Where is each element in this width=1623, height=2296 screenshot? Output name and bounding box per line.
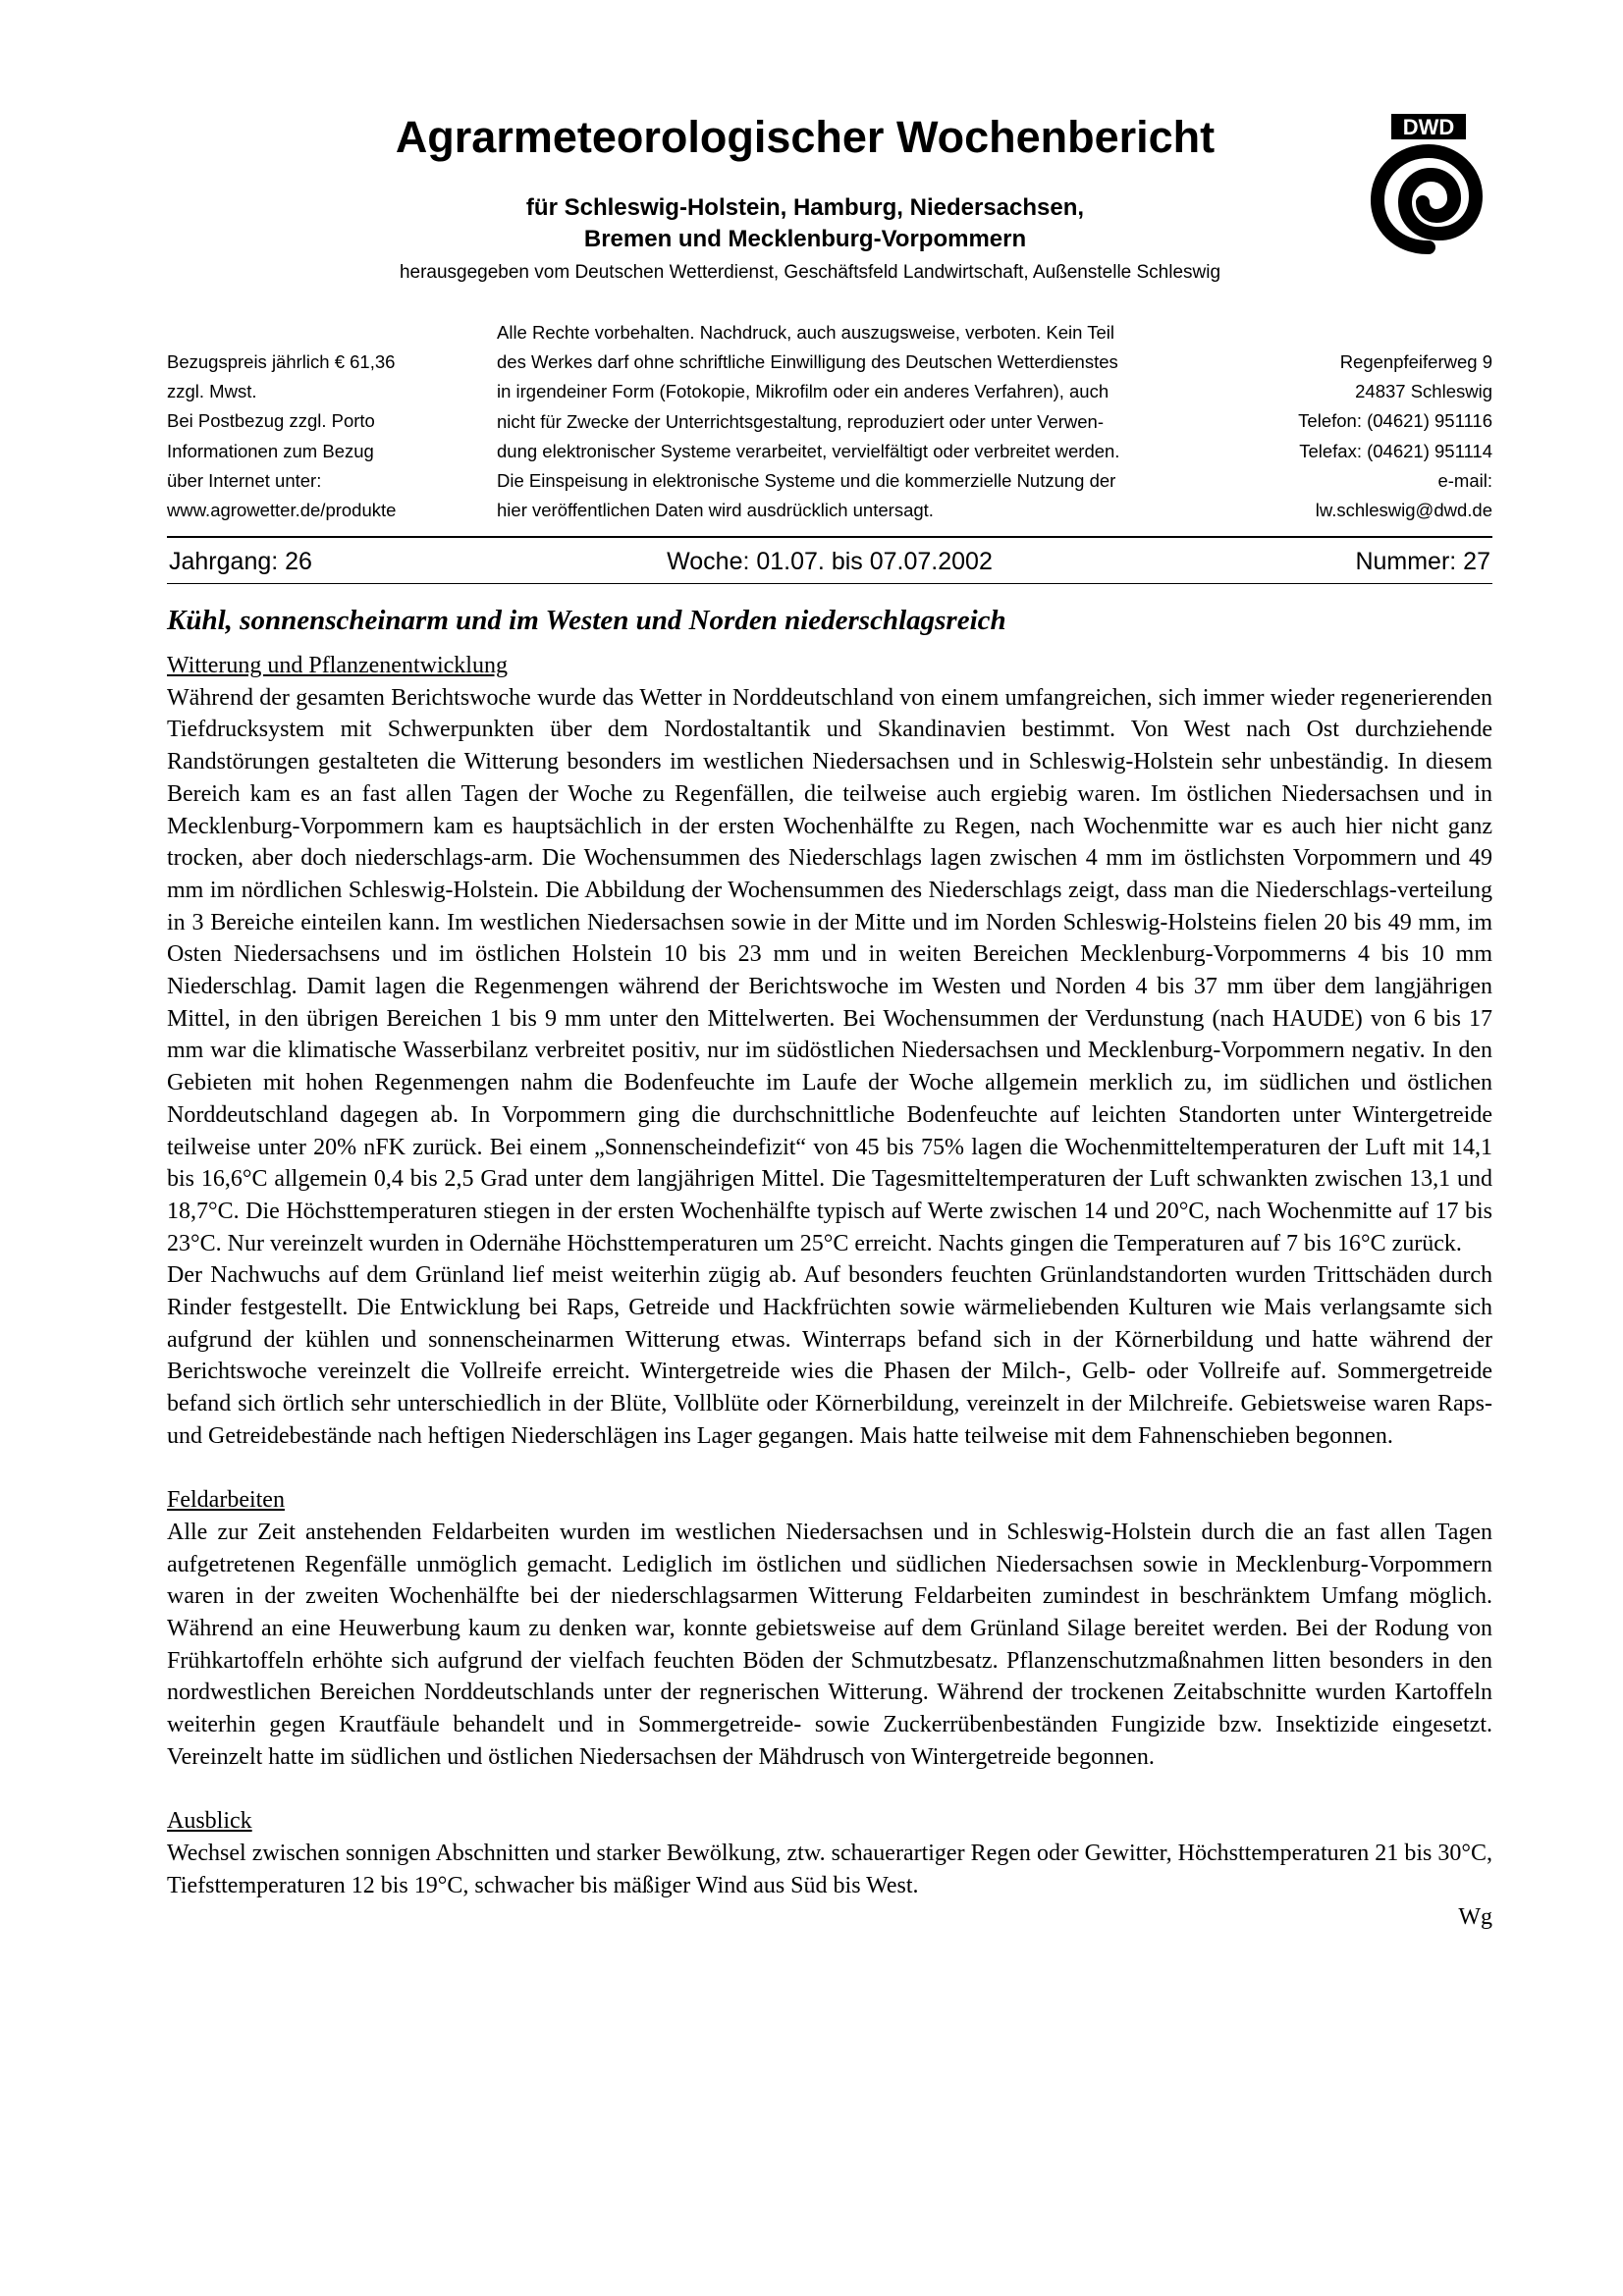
info-left-line: zzgl. Mwst. [167, 381, 257, 402]
divider-top [167, 536, 1492, 538]
report-body [167, 601, 1492, 1934]
info-right-line: lw.schleswig@dwd.de [1315, 500, 1492, 521]
info-left-line: Bei Postbezug zzgl. Porto [167, 410, 375, 432]
section-title-fieldwork: Feldarbeiten [167, 1487, 285, 1514]
issue-number: Nummer: 27 [1355, 548, 1490, 575]
section-title-outlook: Ausblick [167, 1808, 252, 1835]
info-right-line: Regenpfeiferweg 9 [1339, 351, 1492, 372]
info-left-line: über Internet unter: [167, 469, 322, 491]
issue-info-row [167, 542, 1492, 581]
info-right-line: e-mail: [1437, 469, 1492, 491]
info-right-line: Telefax: (04621) 951114 [1299, 440, 1492, 461]
spacer [167, 1453, 1492, 1485]
info-mid-line: des Werkes darf ohne schriftliche Einwilligung des Deutschen Wetterdienstes [497, 351, 1118, 373]
subtitle-line-1: für Schleswig-Holstein, Hamburg, Niedersachsen, [525, 194, 1085, 221]
report-headline: Kühl, sonnenscheinarm und im Westen und Norden niederschlagsreich [167, 605, 1006, 636]
report-subtitle [432, 192, 1178, 255]
fieldwork-paragraph: Alle zur Zeit anstehenden Feldarbeiten wurden im westlichen Niedersachsen und in Schleswig-Holstein durch die an fast allen Tagen aufgetretenen Regenfälle unmöglich gemacht. Lediglich im östlichen und südlichen Niedersachsen sowie in Mecklenburg-Vorpommern waren in der zweiten Wochenhälfte bei der niederschlagsarmen Witterung Feldarbeiten zumindest in beschränktem Umfang möglich. Während an eine Heuwerbung kaum zu denken war, konnte gebietsweise auf dem Grünland Silage bereitet werden. Bei der Rodung von Frühkartoffeln erhöhte sich aufgrund der vielfach feuchten Böden der Schmutzbesatz. Pflanzenschutzmaßnahmen litten besonders in den nordwestlichen Bereichen Norddeutschlands unter der regnerischen Witterung. Während der trockenen Zeitabschnitte wurden Kartoffeln weiterhin gegen Krautfäule behandelt und in Sommergetreide- sowie Zuckerrübenbeständen Fungizide bzw. Insektizide eingesetzt. Vereinzelt hatte im südlichen und östlichen Niedersachsen der Mähdrusch von Wintergetreide begonnen. [167, 1519, 1492, 1770]
subtitle-line-2: Bremen und Mecklenburg-Vorpommern [583, 226, 1027, 252]
plant-development-paragraph: Der Nachwuchs auf dem Grünland lief meist weiterhin zügig ab. Auf besonders feuchten Grünlandstandorten wurden Trittschäden durch Rinder festgestellt. Die Entwicklung bei Raps, Getreide und Hackfrüchten sowie wärmeliebenden Kulturen wie Mais verlangsamte sich aufgrund der kühlen und sonnenscheinarmen Witterung etwas. Winterraps befand sich in der Körnerbildung und hatte während der Berichtswoche vereinzelt die Vollreife erreicht. Wintergetreide wies die Phasen der Milch-, Gelb- oder Vollreife auf. Sommergetreide befand sich örtlich sehr unterschiedlich in der Blüte, Vollblüte oder Körnerbildung, vereinzelt in der Milchreife. Gebietsweise waren Raps- und Getreidebestände nach heftigen Niederschlägen ins Lager gegangen. Mais hatte teilweise mit dem Fahnenschieben begonnen. [167, 1262, 1492, 1449]
issue-week: Woche: 01.07. bis 07.07.2002 [667, 548, 993, 575]
weather-paragraph: Während der gesamten Berichtswoche wurde das Wetter in Norddeutschland von einem umfangreichen, sich immer wieder regenerierenden Tiefdrucksystem mit Schwerpunkten über dem Nordostaltantik und Skandinavien bestimmt. Von West nach Ost durchziehende Randstörungen gestalteten die Witterung besonders im westlichen Niedersachsen und in Schleswig-Holstein sehr unbeständig. In diesem Bereich kam es an fast allen Tagen der Woche zu Regenfällen, die teilweise auch ergiebig waren. Im östlichen Niedersachsen und in Mecklenburg-Vorpommern kam es hauptsächlich in der ersten Wochenhälfte zu Regen, nach Wochenmitte war es auch hier nicht ganz trocken, aber doch niederschlags-arm. Die Wochensummen des Niederschlags lagen zwischen 4 mm im östlichsten Vorpommern und 49 mm im nördlichen Schleswig-Holstein. Die Abbildung der Wochensummen des Niederschlags zeigt, dass man die Niederschlags-verteilung in 3 Bereiche einteilen kann. Im westlichen Niedersachsen sowie in der Mitte und im Norden Schleswig-Holsteins fielen 20 bis 49 mm, im Osten Niedersachsens und im östlichen Holstein 10 bis 23 mm und in weiten Bereichen Mecklenburg-Vorpommerns 4 bis 10 mm Niederschlag. Damit lagen die Regenmengen während der Berichtswoche im Westen und Norden 4 bis 37 mm über dem langjährigen Mittel, in den übrigen Bereichen 1 bis 9 mm unter den Mittelwerten. Bei Wochensummen der Verdunstung (nach HAUDE) von 6 bis 17 mm war die klimatische Wasserbilanz verbreitet positiv, nur im südöstlichen Niedersachsen und Mecklenburg-Vorpommern negativ. In den Gebieten mit hohen Regenmengen nahm die Bodenfeuchte im Laufe der Woche allgemein merklich zu, im südlichen und östlichen Norddeutschland dagegen ab. In Vorpommern ging die durchschnittliche Bodenfeuchte auf leichten Standorten unter Wintergetreide teilweise unter 20% nFK zurück. Bei einem „Sonnenscheindefizit“ von 45 bis 75% lagen die Wochenmitteltemperaturen der Luft mit 14,1 bis 16,6°C allgemein 0,4 bis 2,5 Grad unter dem langjährigen Mittel. Die Tagesmitteltemperaturen der Luft schwankten zwischen 13,1 und 18,7°C. Die Höchsttemperaturen stiegen in der ersten Wochenhälfte typisch auf Werte zwischen 14 und 20°C, nach Wochenmitte auf 17 bis 23°C. Nur vereinzelt wurden in Odernähe Höchsttemperaturen um 25°C erreicht. Nachts gingen die Temperaturen auf 7 bis 16°C zurück. [167, 684, 1492, 1256]
info-mid-line: in irgendeiner Form (Fotokopie, Mikrofilm oder ein anderes Verfahren), auch [497, 381, 1109, 402]
dwd-logo-icon [1370, 110, 1488, 257]
info-mid-line: dung elektronischer Systeme verarbeitet, vervielfältigt oder verbreitet werden. [497, 440, 1120, 461]
publisher-line: herausgegeben vom Deutschen Wetterdienst, Geschäftsfeld Landwirtschaft, Außenstelle Schleswig [399, 262, 1221, 283]
info-mid-line: Die Einspeisung in elektronische Systeme und die kommerzielle Nutzung der [497, 470, 1116, 492]
report-title: Agrarmeteorologischer Wochenbericht [395, 112, 1216, 162]
logo-text: DWD [1402, 115, 1455, 139]
info-left-line: Informationen zum Bezug [167, 440, 374, 461]
contact-info [1208, 347, 1492, 525]
pricing-info [167, 347, 461, 525]
spacer [167, 1774, 1492, 1806]
info-mid-line: hier veröffentlichen Daten wird ausdrücklich untersagt. [497, 500, 934, 521]
issue-volume: Jahrgang: 26 [169, 548, 312, 575]
info-mid-line: Alle Rechte vorbehalten. Nachdruck, auch auszugsweise, verboten. Kein Teil [497, 322, 1115, 343]
divider-bottom [167, 583, 1492, 584]
outlook-paragraph: Wechsel zwischen sonnigen Abschnitten und starker Bewölkung, ztw. schauerartiger Regen oder Gewitter, Höchsttemperaturen 21 bis 30°C, Tiefsttemperaturen 12 bis 19°C, schwacher bis mäßiger Wind aus Süd bis West. [167, 1840, 1492, 1898]
info-left-line: www.agrowetter.de/produkte [167, 500, 397, 521]
info-mid-line: nicht für Zwecke der Unterrichtsgestaltung, reproduziert oder unter Verwen- [497, 410, 1104, 432]
info-right-line: 24837 Schleswig [1355, 381, 1492, 402]
info-left-line: Bezugspreis jährlich € 61,36 [167, 351, 396, 372]
copyright-notice [497, 318, 1223, 525]
author-signature: Wg [1458, 1904, 1492, 1931]
info-right-line: Telefon: (04621) 951116 [1298, 410, 1492, 432]
section-title-weather: Witterung und Pflanzenentwicklung [167, 653, 508, 678]
